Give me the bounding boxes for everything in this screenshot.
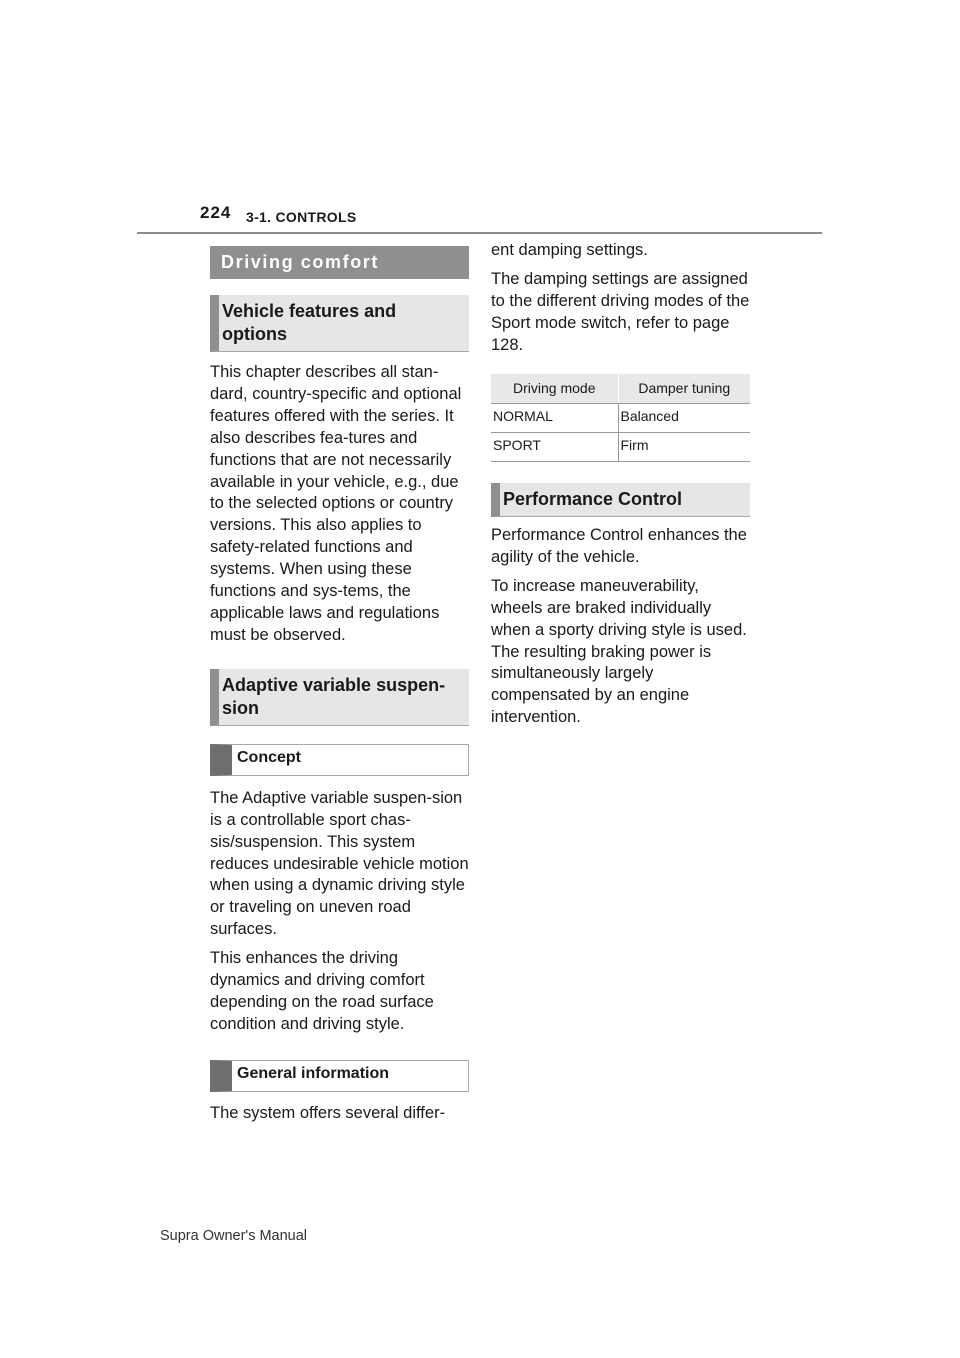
table-cell-mode: SPORT <box>491 433 618 462</box>
paragraph-concept-1: The Adaptive variable suspen-sion is a controllable sport chas-sis/suspension. This system reduces undesirable vehicle motion when using a dynamic driving style or traveling on uneven road surfaces. <box>210 788 469 939</box>
table-header-row <box>491 374 750 404</box>
paragraph-damping-assigned: The damping settings are assigned to the different driving modes of the Sport mode switch, refer to page 128. <box>491 269 750 354</box>
heading-concept: Concept <box>210 744 469 776</box>
header-divider <box>137 232 822 234</box>
table-cell-tuning: Firm <box>618 433 750 462</box>
heading-general-information: General information <box>210 1060 469 1092</box>
table-row <box>491 404 750 433</box>
paragraph-concept-2: This enhances the driving dynamics and driving comfort depending on the road surface condition and driving style. <box>210 949 434 1033</box>
table-row <box>491 433 750 462</box>
table-cell-tuning: Balanced <box>618 404 750 433</box>
table-cell-mode: NORMAL <box>491 404 618 433</box>
heading-driving-comfort: Driving comfort <box>210 246 469 279</box>
paragraph-performance-2: To increase maneuverability, wheels are braked individually when a sporty driving style is used. The resulting braking power is simultaneously largely compensated by an engine intervention. <box>491 576 747 727</box>
footer-manual-name: Supra Owner's Manual <box>160 1228 308 1244</box>
paragraph-general-information: The system offers several differ- <box>210 1103 446 1122</box>
heading-performance-control: Performance Control <box>491 483 750 517</box>
heading-adaptive-suspension <box>210 669 469 726</box>
page-number: 224 <box>200 203 232 222</box>
heading-adaptive-suspension-line-2: sion <box>222 697 260 718</box>
table-header-driving-mode: Driving mode <box>491 374 618 404</box>
heading-vehicle-features-line-1: Vehicle features and <box>222 301 397 321</box>
paragraph-performance-1: Performance Control enhances the agility of the vehicle. <box>491 526 747 566</box>
table-header-damper-tuning: Damper tuning <box>618 374 750 404</box>
left-column <box>210 246 469 1125</box>
right-column <box>491 240 750 729</box>
heading-adaptive-suspension-line-1: Adaptive variable suspen- <box>222 674 446 695</box>
heading-vehicle-features-line-2: options <box>222 324 287 344</box>
damper-tuning-table <box>491 374 750 463</box>
paragraph-chapter-description: This chapter describes all stan-dard, country-specific and optional features offered with the series. It also describes fea-tures and functions that are not necessarily available in your vehicle, e.g., due to the selected options or country versions. This also applies to safety-related functions and systems. When using these functions and sys-tems, the applicable laws and regulations must be observed. <box>210 363 462 644</box>
heading-vehicle-features <box>210 295 469 352</box>
paragraph-damping-continued: ent damping settings. <box>491 241 648 259</box>
section-title: 3-1. CONTROLS <box>246 209 357 225</box>
